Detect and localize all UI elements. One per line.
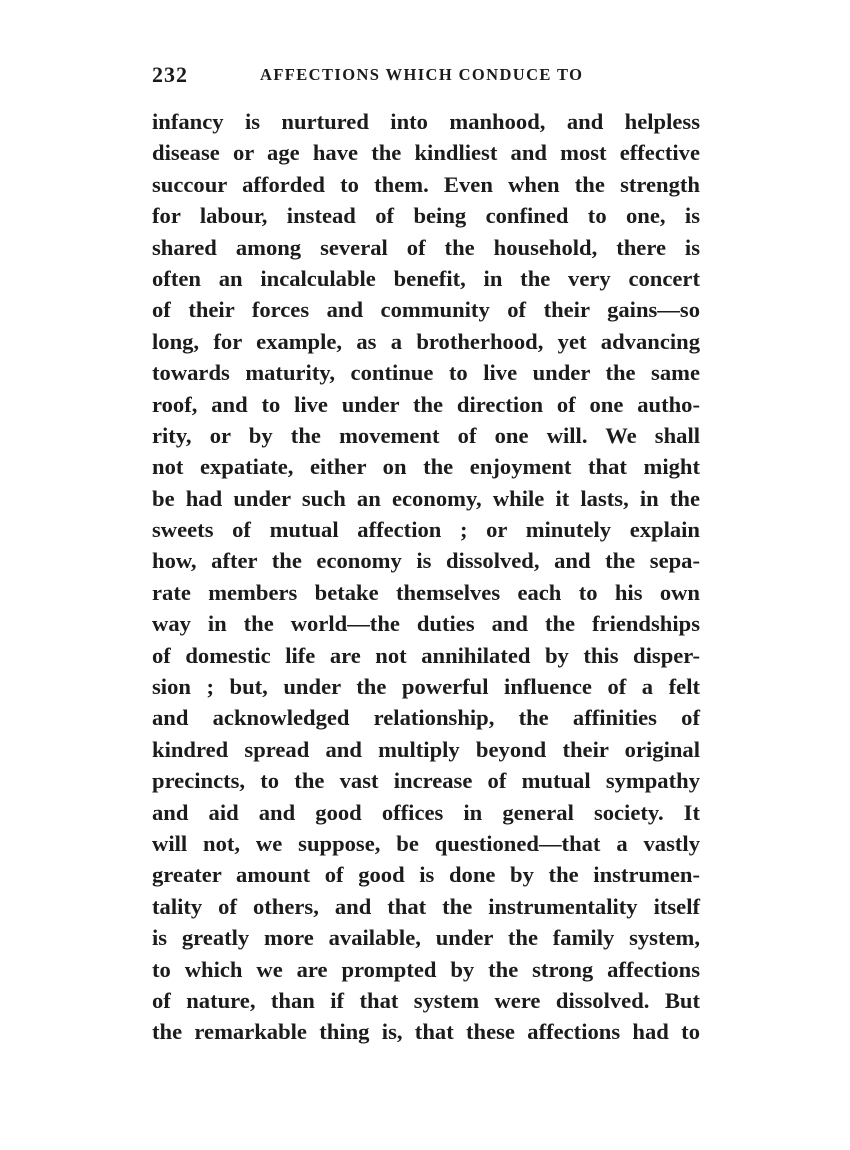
text-line: and aid and good offices in general society. It <box>152 799 700 825</box>
text-line: of domestic life are not annihilated by this disper- <box>152 642 700 668</box>
text-line: rate members betake themselves each to his own <box>152 579 700 605</box>
text-line: disease or age have the kindliest and most effective <box>152 140 700 166</box>
body-text <box>152 106 700 1048</box>
text-line: tality of others, and that the instrumentality itself <box>152 893 700 919</box>
text-line: towards maturity, continue to live under the same <box>152 360 700 386</box>
text-line: succour afforded to them. Even when the strength <box>152 171 700 197</box>
text-line: infancy is nurtured into manhood, and helpless <box>152 109 700 134</box>
text-line: not expatiate, either on the enjoyment that might <box>152 454 700 480</box>
text-line: sion ; but, under the powerful influence of a felt <box>152 674 700 700</box>
text-line: precincts, to the vast increase of mutual sympathy <box>152 768 700 794</box>
text-line: of their forces and community of their gains—so <box>152 297 700 323</box>
text-line: greater amount of good is done by the instrumen- <box>152 862 700 888</box>
text-line: sweets of mutual affection ; or minutely explain <box>152 517 700 543</box>
page-number: 232 <box>152 62 188 87</box>
text-line: long, for example, as a brotherhood, yet advancing <box>152 328 700 354</box>
text-line: shared among several of the household, there is <box>152 234 700 260</box>
text-line: for labour, instead of being confined to one, is <box>152 203 700 229</box>
text-line: rity, or by the movement of one will. We shall <box>152 422 700 448</box>
text-line: to which we are prompted by the strong affections <box>152 956 700 982</box>
text-line: of nature, than if that system were dissolved. But <box>152 987 700 1013</box>
text-line: kindred spread and multiply beyond their original <box>152 736 700 762</box>
text-line: how, after the economy is dissolved, and the sepa- <box>152 548 700 574</box>
running-title: AFFECTIONS WHICH CONDUCE TO <box>260 65 584 84</box>
text-line: way in the world—the duties and the friendships <box>152 611 700 637</box>
text-line: will not, we suppose, be questioned—that a vastly <box>152 830 700 856</box>
text-line: be had under such an economy, while it lasts, in the <box>152 485 700 511</box>
text-line: is greatly more available, under the family system, <box>152 925 700 951</box>
text-line: often an incalculable benefit, in the very concert <box>152 265 700 291</box>
text-line: the remarkable thing is, that these affections had to <box>152 1019 700 1045</box>
text-line: and acknowledged relationship, the affinities of <box>152 705 700 731</box>
text-line: roof, and to live under the direction of one autho- <box>152 391 700 417</box>
running-head <box>152 62 700 90</box>
